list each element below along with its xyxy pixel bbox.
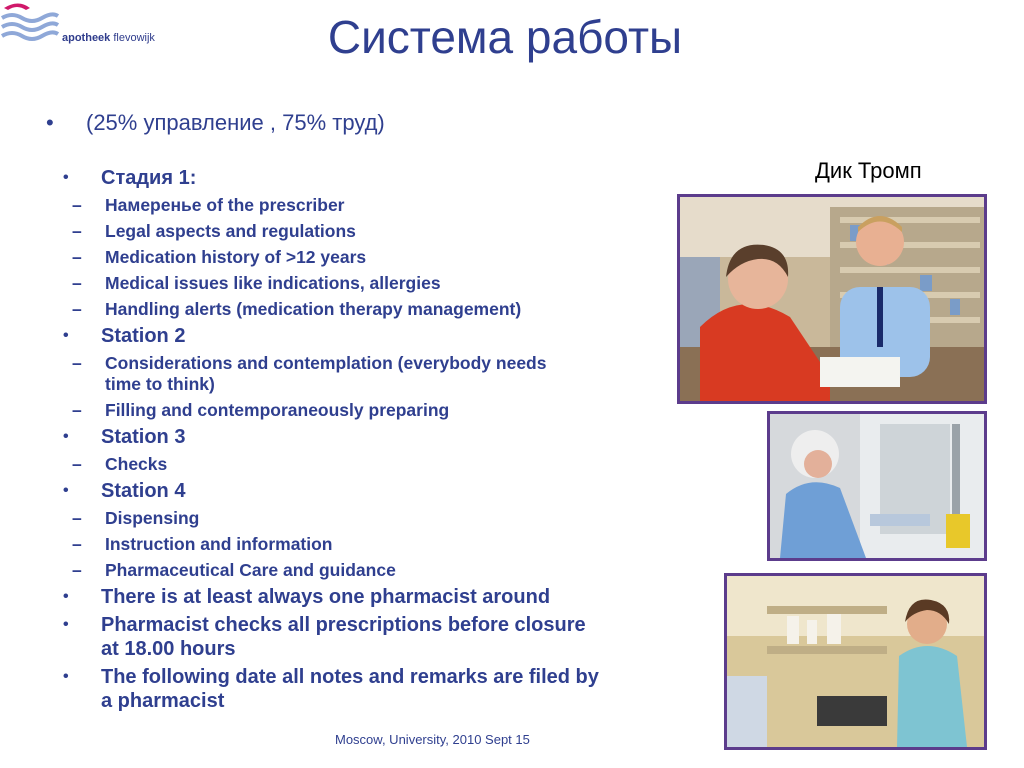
photo-consultation (677, 194, 987, 404)
sub-list-item: – Handling alerts (medication therapy management) (19, 299, 660, 320)
list-item: • Стадия 1: (60, 166, 660, 190)
sub-list-item: – Pharmaceutical Care and guidance (19, 560, 660, 581)
sub-list-item: – Medical issues like indications, allergies (19, 273, 660, 294)
slide-footer: Moscow, University, 2010 Sept 15 (335, 732, 530, 747)
photo-preparation (724, 573, 987, 750)
logo-brand: apotheek (62, 32, 111, 44)
sub-list-item: – Намеренье of the prescriber (19, 195, 660, 216)
sub-list-item: – Dispensing (19, 508, 660, 529)
sub-list-item: – Checks (19, 454, 660, 475)
sub-list-item: – Medication history of >12 years (19, 247, 660, 268)
list-item: • Station 4 (60, 479, 660, 503)
bullet-list (60, 162, 660, 713)
person-caption: Дик Тромп (815, 158, 922, 183)
list-item: • Pharmacist checks all prescriptions before closure at 18.00 hours (60, 613, 601, 661)
list-item: • Station 3 (60, 425, 660, 449)
consultation-photo-icon (680, 197, 984, 401)
logo-location: flevowijk (113, 32, 155, 44)
laboratory-photo-icon (770, 414, 984, 558)
slide-title: Система работы (327, 11, 683, 63)
photo-laboratory (767, 411, 987, 561)
preparation-photo-icon (727, 576, 984, 747)
sub-list-item: – Legal aspects and regulations (19, 221, 660, 242)
subtitle-text: (25% управление , 75% труд) (86, 110, 385, 135)
sub-list-item: – Filling and contemporaneously preparing (19, 400, 660, 421)
sub-list-item: – Considerations and contemplation (everybody needs time to think) (19, 353, 565, 395)
list-item: • Station 2 (60, 324, 660, 348)
bullet-dot: • (46, 110, 54, 135)
list-item: • There is at least always one pharmacist around (60, 585, 660, 609)
list-item: • The following date all notes and remarks are filed by a pharmacist (60, 665, 601, 713)
sub-list-item: – Instruction and information (19, 534, 660, 555)
